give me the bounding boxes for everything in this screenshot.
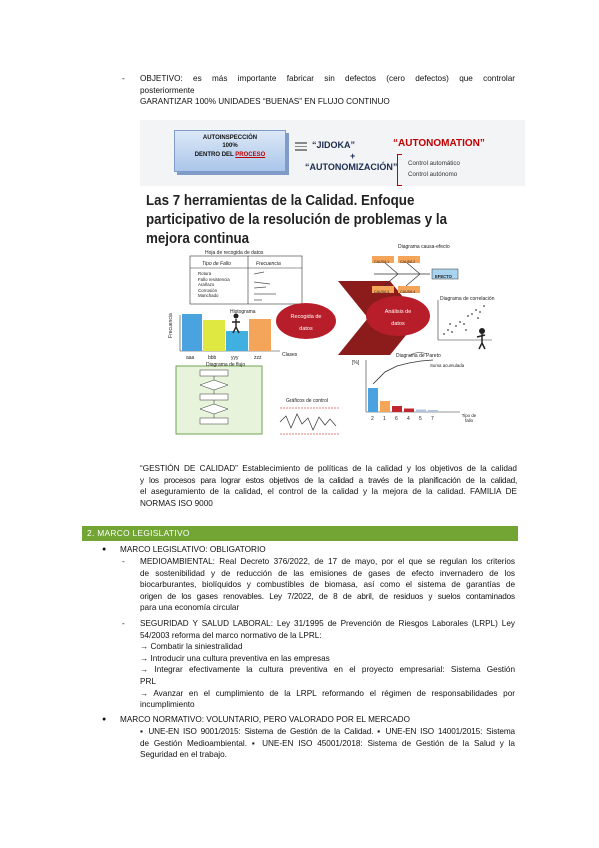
arrow-line: → Integrar efectivamente la cultura preventiva en el proyecto empresarial: Sistema Gestión (140, 665, 515, 675)
hist-x-label: bbb (208, 355, 217, 361)
cube-line-3 (175, 151, 285, 159)
marco-normativo-label: MARCO NORMATIVO: VOLUNTARIO, PERO VALORADO POR EL MERCADO (120, 715, 410, 724)
dash-marker: - (122, 557, 125, 566)
normas-line: Seguridad en el trabajo. (140, 750, 227, 760)
fallo-item: Rotura (198, 271, 212, 276)
hist-bar (182, 314, 202, 351)
arrow-line: → Introducir una cultura preventiva en las empresas (140, 653, 330, 663)
objetivo-line-2: posteriormente (140, 85, 195, 95)
pareto-x-label: 4 (407, 416, 410, 422)
garantizar-text: GARANTIZAR 100% UNIDADES “BUENAS” EN FLUJO CONTINUO (140, 97, 390, 107)
pareto-cumulative-line (373, 360, 433, 384)
marco-normativo (102, 714, 515, 726)
seven-tools-figure (140, 188, 525, 446)
flujo-label: Diagrama de flujo (206, 362, 246, 368)
control-automatico: Control automático (408, 160, 460, 167)
hist-bar (226, 331, 248, 351)
cube-line-1: AUTOINSPECCIÓN (202, 135, 258, 141)
control-autonomo: Control autónomo (408, 171, 458, 178)
normas-line: ▪ UNE-EN ISO 9001/2015: Sistema de Gestión de la Calidad. ▪ UNE-EN ISO 14001/2015: Sistema (140, 727, 515, 736)
marco-obligatorio-label: MARCO LEGISLATIVO: OBLIGATORIO (120, 545, 266, 554)
gestion-line-1: “GESTIÓN DE CALIDAD” Establecimiento de políticas de la calidad y los objetivos de la calidad (140, 464, 517, 473)
pareto-bar (368, 388, 378, 412)
med-line: de sostenibilidad y de reducción de las emisiones de gases de efecto invernadero de los (140, 568, 515, 578)
gestion-line-2: y los procesos para lograr estos objetivos de la calidad a través de la planificación de la calidad, (140, 475, 517, 485)
pareto-bar (404, 409, 414, 413)
autonomizacion-label: “AUTONOMIZACIÓN” (305, 162, 398, 172)
pareto-bar (380, 401, 390, 412)
equals-icon (295, 142, 307, 153)
autoinspeccion-box (174, 130, 286, 172)
seg-line: 54/2003 reforma del marco normativo de la LPRL: (140, 630, 322, 640)
tipo-fallo-axis: Tipo de fallo (461, 413, 477, 423)
autonomation-label: “AUTONOMATION” (393, 138, 485, 149)
pareto-bars (368, 388, 438, 412)
hist-bar (203, 320, 225, 351)
fallo-item: Fallo resistencia (198, 276, 230, 282)
frecuencia-header: Frecuencia (256, 261, 281, 267)
correlacion-label: Diagrama de correlación (440, 296, 495, 302)
hist-x-label: zzz (254, 355, 262, 361)
dash-marker: - (122, 619, 125, 628)
med-line: para una economía circular (140, 603, 240, 613)
arrow-line: → Combatir la siniestralidad (140, 642, 243, 652)
arrow-line: incumplimiento (140, 700, 195, 710)
pareto-x-label: 5 (419, 416, 422, 422)
jidoka-banner (140, 120, 525, 186)
hist-x-label: yyy (231, 355, 239, 361)
causa-label: CAUSA 2 (400, 260, 416, 264)
normas-line: de Gestión Medioambiental. ▪ UNE-EN ISO 45001/2018: Sistema de Gestión de la Salud y la (140, 738, 515, 748)
objetivo-paragraph (122, 73, 515, 108)
marco-obligatorio (102, 544, 515, 556)
plus-sign: + (350, 151, 356, 161)
medioambiental-paragraph (122, 556, 515, 614)
fallo-item: Manchado (198, 293, 219, 299)
hoja-label: Hoja de recogida de datos (205, 250, 264, 256)
control-chart-line (280, 414, 336, 430)
pareto-x-label: 6 (395, 416, 398, 422)
jidoka-label: “JIDOKA” (312, 140, 356, 150)
fallo-item: Corrosión (198, 287, 218, 293)
scatter-points (443, 305, 485, 335)
recogida-label: Recogida de datos (290, 314, 322, 332)
objetivo-line-1: OBJETIVO: es más importante fabricar sin defectos (cero defectos) que controlar (140, 74, 515, 83)
pareto-bar (392, 406, 402, 412)
tipo-fallo-header: Tipo de Fallo (202, 261, 231, 267)
normas-paragraph (140, 726, 515, 761)
pct-label: [%] (352, 360, 360, 366)
histograma-label: Histograma (230, 309, 256, 315)
efecto-label: EFECTO (435, 274, 452, 279)
gestion-line-3: el aseguramiento de la calidad, el control de la calidad y la mejora de la calidad. FAMILIA DE (140, 487, 517, 497)
hist-x-label: aaa (186, 355, 195, 361)
med-line: MEDIOAMBIENTAL: Real Decreto 376/2022, de 17 de mayo, por el que se regulan los criterios (140, 557, 515, 566)
gestion-line-4: NORMAS ISO 9000 (140, 498, 213, 508)
suma-label: Suma acumulada (430, 363, 465, 368)
cube-line-2: 100% (222, 143, 238, 150)
arrow-line: → Avanzar en el cumplimiento de la LRPL reformando el régimen de responsabilidades por (140, 688, 515, 698)
seg-line: SEGURIDAD Y SALUD LABORAL: Ley 31/1995 de Prevención de Riesgos Laborales (LRPL) Ley (140, 619, 515, 628)
gestion-paragraph (140, 463, 517, 509)
seguridad-paragraph (122, 618, 515, 711)
section-header: 2. MARCO LEGISLATIVO (82, 526, 518, 541)
graficos-label: Gráficos de control (286, 398, 328, 404)
frecuencia-axis: Frecuencia (168, 313, 174, 338)
arrow-line: PRL (140, 676, 156, 686)
tools-title: Las 7 herramientas de la Calidad. Enfoque participativo de la resolución de problemas y la mejora continua (146, 193, 447, 247)
pareto-bar (416, 410, 426, 413)
brace-icon (397, 154, 402, 186)
fallo-item: Arañazo (198, 282, 215, 288)
cube-line-3a: DENTRO DEL (194, 151, 236, 158)
pareto-x-label: 1 (383, 416, 386, 422)
pareto-x-label: 7 (431, 416, 434, 422)
fallo-list (198, 271, 230, 299)
med-line: biocarburantes, biolíquidos y combustibles de biomasa, así como el sistema de garantías de (140, 580, 515, 590)
dash-marker: - (122, 74, 125, 83)
pareto-label: Diagrama de Pareto (396, 353, 441, 359)
analisis-label: Análisis de datos (384, 309, 412, 327)
tools-diagram (140, 188, 525, 446)
pareto-bar (428, 410, 438, 412)
causa-label: CAUSA 4 (400, 290, 416, 294)
causa-label: CAUSA 1 (374, 260, 390, 264)
bullet-icon: ● (102, 546, 107, 553)
hist-bar (249, 319, 271, 351)
clases-label: Clases (282, 352, 298, 358)
causa-efecto-label: Diagrama causa-efecto (398, 244, 450, 250)
causa-label: CAUSA 3 (374, 290, 390, 294)
med-line: origen de los gases renovables. Ley 7/2022, de 8 de abril, de residuos y suelos contaminados (140, 591, 515, 601)
bullet-icon: ● (102, 716, 107, 723)
pareto-x-label: 2 (371, 416, 374, 422)
proceso-word: PROCESO (235, 151, 266, 158)
